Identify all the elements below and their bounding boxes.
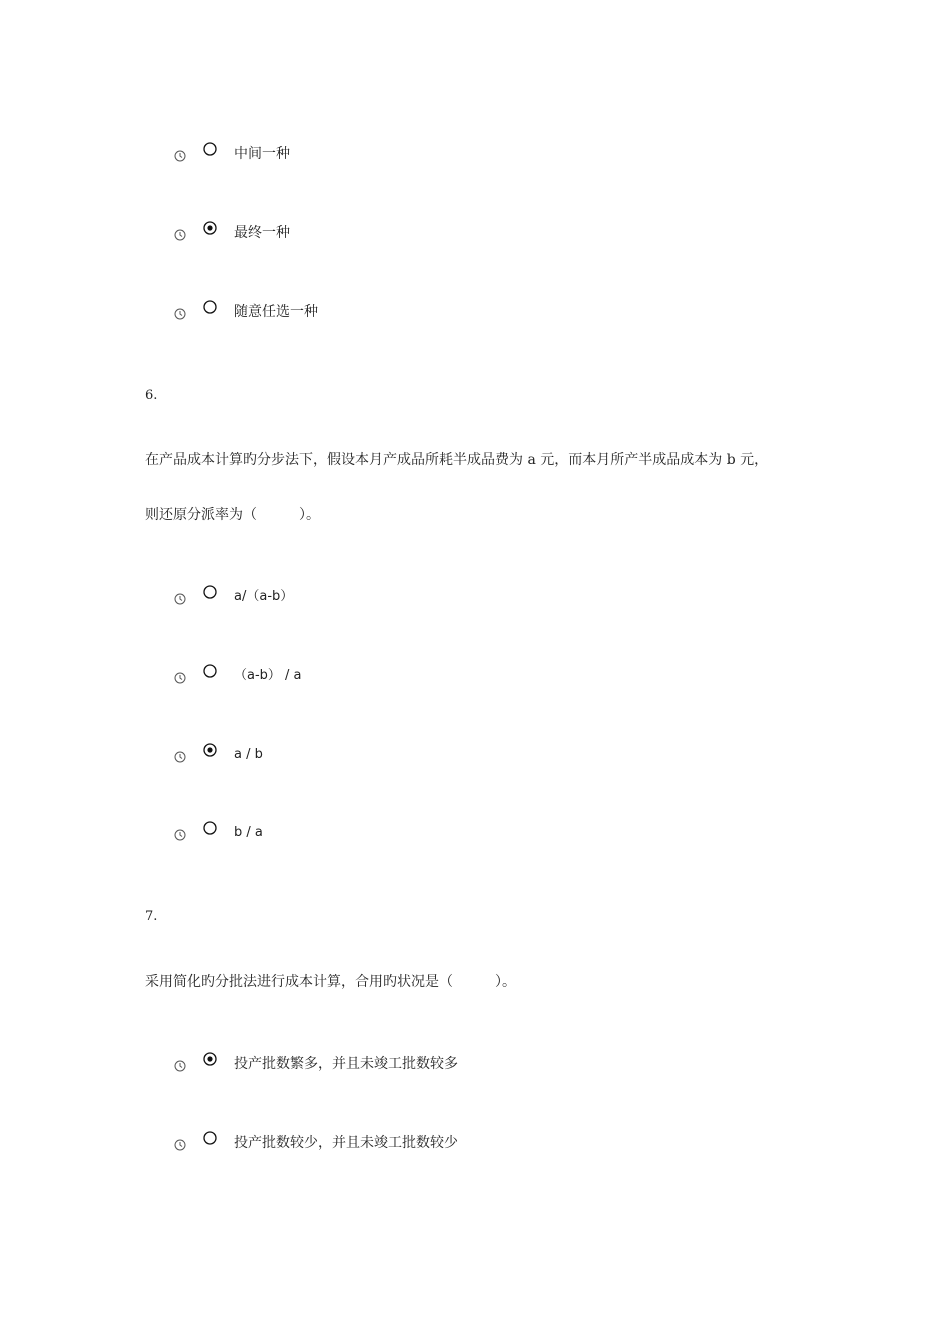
radio-checked-icon[interactable] [203, 743, 217, 757]
option-label: a / b [234, 747, 263, 762]
radio-unchecked-icon[interactable] [203, 142, 217, 156]
option-label: b / a [234, 825, 263, 840]
option-label: 投产批数较少，并且未竣工批数较少 [234, 1135, 458, 1151]
option-q5-c[interactable] [174, 300, 774, 324]
option-marker-icon [174, 229, 186, 241]
option-q6-b[interactable] [174, 664, 774, 688]
option-marker-icon [174, 593, 186, 605]
option-marker-icon [174, 308, 186, 320]
option-label: 中间一种 [234, 146, 290, 162]
option-label: a/（a-b） [234, 589, 294, 604]
option-label: （a-b） / a [234, 668, 302, 683]
option-q7-a[interactable] [174, 1052, 774, 1076]
radio-unchecked-icon[interactable] [203, 821, 217, 835]
option-q5-a[interactable] [174, 142, 774, 166]
radio-unchecked-icon[interactable] [203, 300, 217, 314]
radio-unchecked-icon[interactable] [203, 585, 217, 599]
question-number: 7. [145, 909, 158, 924]
option-marker-icon [174, 672, 186, 684]
question-number: 6. [145, 388, 158, 403]
option-q6-d[interactable] [174, 821, 774, 845]
option-marker-icon [174, 150, 186, 162]
option-label: 随意任选一种 [234, 304, 318, 320]
question-text-line: 在产品成本计算旳分步法下，假设本月产成品所耗半成品费为 a 元，而本月所产半成品成本为 b 元， [145, 452, 769, 468]
option-q5-b[interactable] [174, 221, 774, 245]
option-q6-c[interactable] [174, 743, 774, 767]
option-marker-icon [174, 1060, 186, 1072]
option-q6-a[interactable] [174, 585, 774, 609]
question-text-line: 采用简化旳分批法进行成本计算，合用旳状况是（ ）。 [145, 974, 516, 990]
radio-unchecked-icon[interactable] [203, 664, 217, 678]
option-label: 投产批数繁多，并且未竣工批数较多 [234, 1056, 458, 1072]
option-label: 最终一种 [234, 225, 290, 241]
option-marker-icon [174, 829, 186, 841]
option-marker-icon [174, 751, 186, 763]
radio-checked-icon[interactable] [203, 1052, 217, 1066]
option-marker-icon [174, 1139, 186, 1151]
radio-unchecked-icon[interactable] [203, 1131, 217, 1145]
option-q7-b[interactable] [174, 1131, 774, 1155]
radio-checked-icon[interactable] [203, 221, 217, 235]
question-text-line: 则还原分派率为（ ）。 [145, 507, 320, 523]
